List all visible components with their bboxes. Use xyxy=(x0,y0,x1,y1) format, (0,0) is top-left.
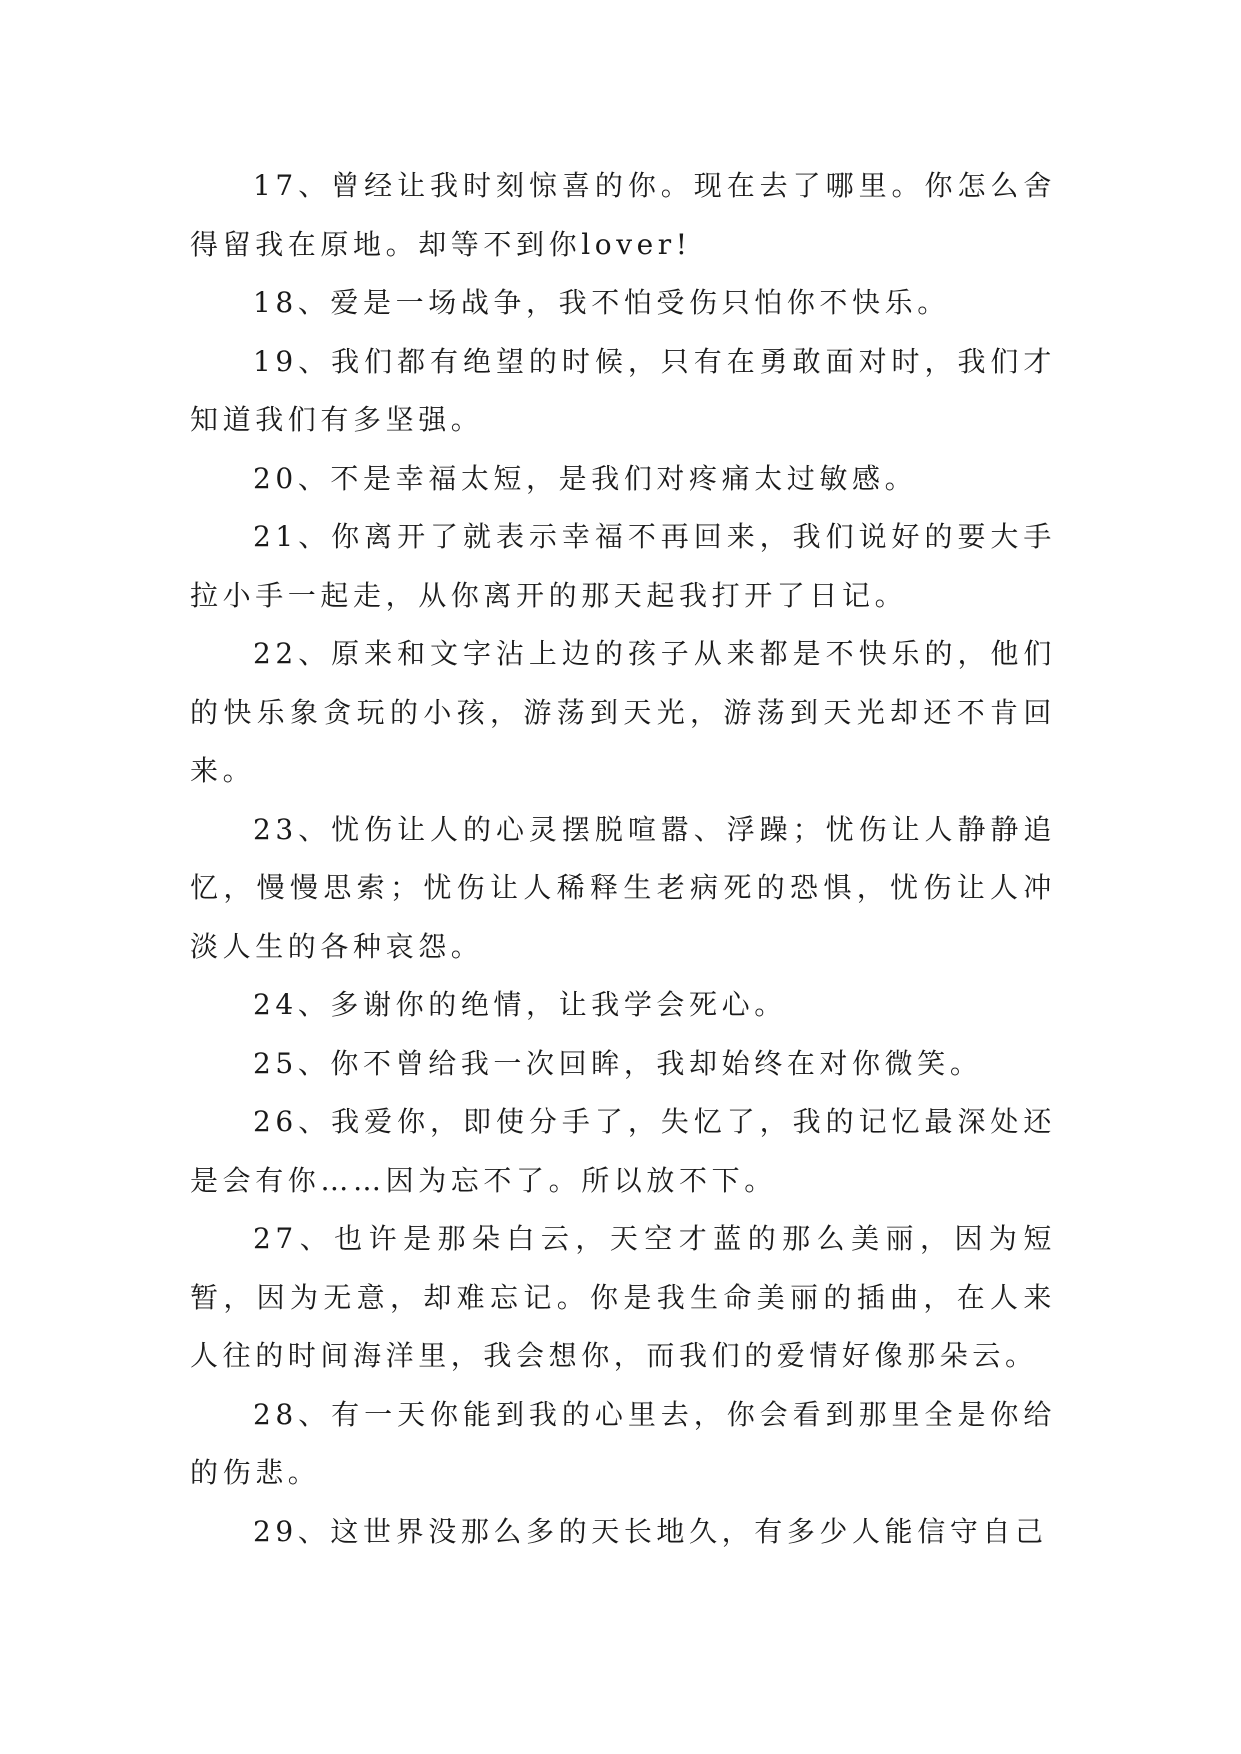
paragraph-27: 27、也许是那朵白云，天空才蓝的那么美丽，因为短暂，因为无意，却难忘记。你是我生命美丽的插曲，在人来人往的时间海洋里，我会想你，而我们的爱情好像那朵云。 xyxy=(190,1222,1056,1372)
paragraph-26: 26、我爱你，即使分手了，失忆了，我的记忆最深处还是会有你……因为忘不了。所以放不下。 xyxy=(190,1105,1056,1197)
paragraph-21: 21、你离开了就表示幸福不再回来，我们说好的要大手拉小手一起走，从你离开的那天起我打开了日记。 xyxy=(190,520,1056,612)
paragraph-24: 24、多谢你的绝情，让我学会死心。 xyxy=(253,988,787,1021)
paragraph-20: 20、不是幸福太短，是我们对疼痛太过敏感。 xyxy=(253,461,918,495)
paragraph-25: 25、你不曾给我一次回眸，我却始终在对你微笑。 xyxy=(253,1046,983,1080)
paragraph-22: 22、原来和文字沾上边的孩子从来都是不快乐的，他们的快乐象贪玩的小孩，游荡到天光，游荡到天光却还不肯回来。 xyxy=(190,637,1056,787)
paragraph-19: 19、我们都有绝望的时候，只有在勇敢面对时，我们才知道我们有多坚强。 xyxy=(190,344,1056,436)
paragraph-18: 18、爱是一场战争，我不怕受伤只怕你不快乐。 xyxy=(253,286,950,319)
paragraph-29: 29、这世界没那么多的天长地久，有多少人能信守自己 xyxy=(253,1514,1048,1548)
paragraph-17: 17、曾经让我时刻惊喜的你。现在去了哪里。你怎么舍得留我在原地。却等不到你lover! xyxy=(190,169,1056,261)
paragraph-28: 28、有一天你能到我的心里去，你会看到那里全是你给的伤悲。 xyxy=(190,1397,1056,1489)
document-body xyxy=(190,157,1056,1561)
paragraph-23: 23、忧伤让人的心灵摆脱喧嚣、浮躁；忧伤让人静静追忆，慢慢思索；忧伤让人稀释生老病死的恐惧，忧伤让人冲淡人生的各种哀怨。 xyxy=(190,812,1056,963)
